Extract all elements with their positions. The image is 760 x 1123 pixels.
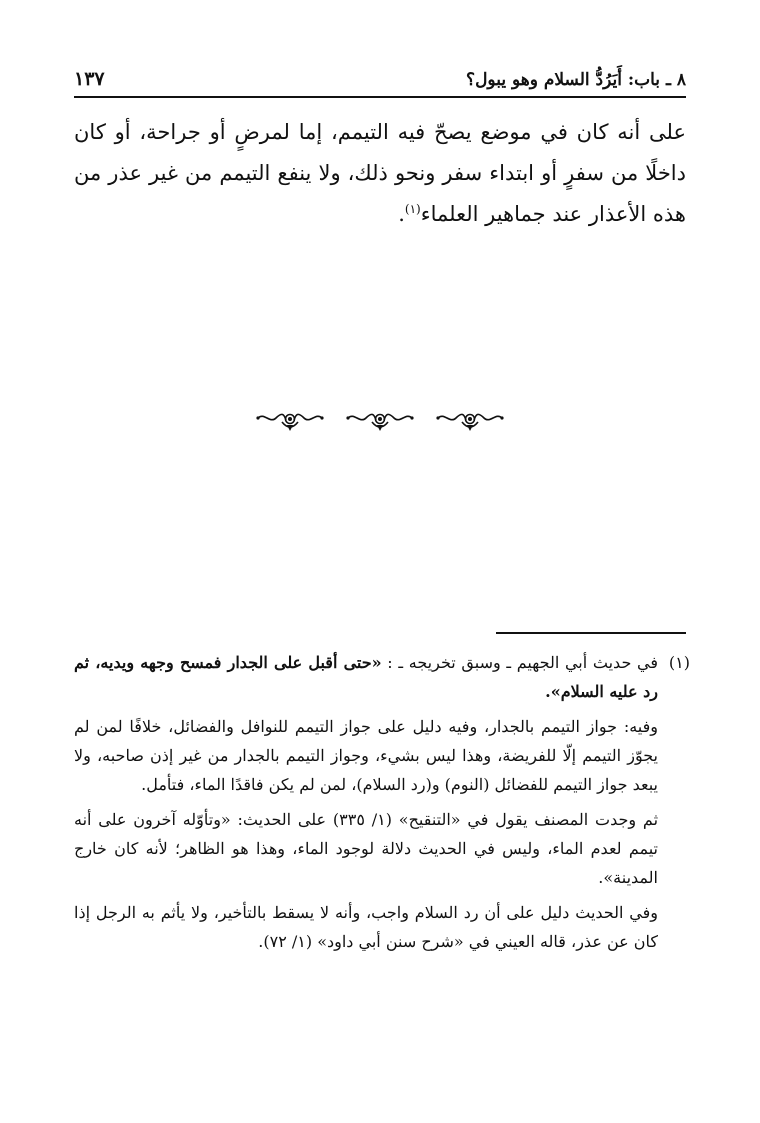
floral-ornament-icon [434, 408, 506, 434]
page-number: ١٣٧ [74, 68, 105, 90]
section-divider [0, 408, 760, 438]
footnotes [74, 648, 690, 962]
footnote-separator [496, 632, 686, 634]
floral-ornament-icon [344, 408, 416, 434]
chapter-title: ٨ ـ باب: أَيَرُدُّ السلام وهو يبول؟ [466, 70, 686, 90]
footnote-reference[interactable]: (١) [404, 202, 421, 216]
footnote-intro-text: في حديث أبي الجهيم ـ وسبق تخريجه ـ : [381, 653, 658, 672]
footnote-number: (١) [668, 653, 690, 672]
footnote-paragraph: وفيه: جواز التيمم بالجدار، وفيه دليل على جواز التيمم للنوافل والفضائل، خلافًا لمن لم يجوّز التيمم إلّا للفريضة، وهذا ليس بشيء، وجواز التيمم بالجدار من غير إذن صاحبه، ولا يبعد جواز التيمم للفضائل (النوم) و(رد السلام)، لمن لم يكن فاقدًا الماء، فتأمل. [74, 717, 658, 794]
running-header [74, 52, 686, 98]
floral-ornament-icon [254, 408, 326, 434]
main-paragraph-end: . [398, 202, 405, 226]
footnote-body [74, 648, 658, 962]
footnote-paragraph: ثم وجدت المصنف يقول في «التنقيح» (١/ ٣٣٥) على الحديث: «وتأوّله آخرون على أنه تيمم لعدم الماء، وليس في الحديث دلالة لوجود الماء، وهذا هو الظاهر؛ لأنه كان خارج المدينة». [74, 810, 659, 887]
footnote-paragraph: وفي الحديث دليل على أن رد السلام واجب، وأنه لا يسقط بالتأخير، ولا يأثم به الرجل إذا كان عن عذر، قاله العيني في «شرح سنن أبي داود» (١/ ٧٢). [74, 903, 658, 951]
main-text [74, 112, 686, 235]
main-paragraph: على أنه كان في موضع يصحّ فيه التيمم، إما لمرضٍ أو جراحة، أو كان داخلًا من سفرٍ أو ابتداء سفر ونحو ذلك، ولا ينفع التيمم من غير عذر من هذه الأعذار عند جماهير العلماء [74, 120, 686, 226]
footnote-item [74, 648, 690, 962]
footnote-hadith-quote: «حتى أقبل على الجدار فمسح وجهه ويديه، ثم رد عليه السلام». [74, 653, 658, 701]
footnote-intro [74, 648, 658, 706]
